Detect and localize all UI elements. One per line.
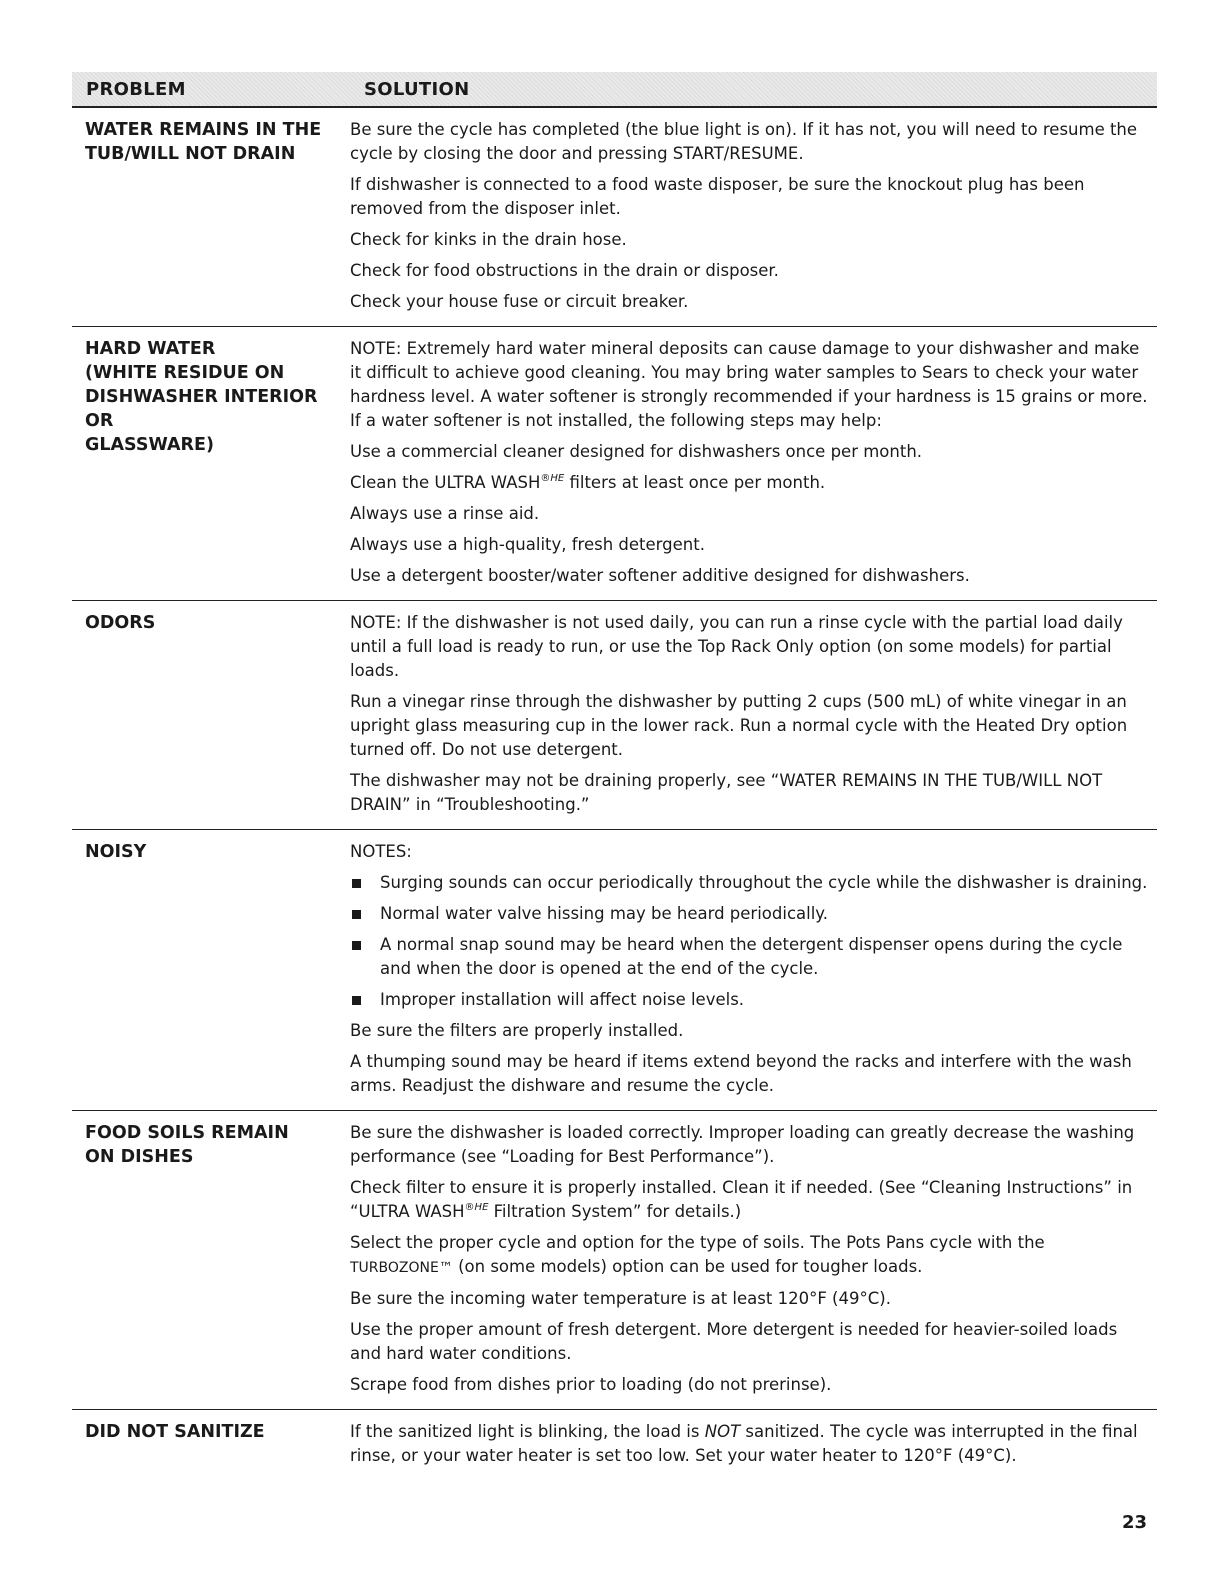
problem-text: NOISY <box>85 842 147 862</box>
problem-cell <box>72 611 350 817</box>
problem-cell <box>72 337 350 588</box>
solution-paragraph: If dishwasher is connected to a food waste disposer, be sure the knockout plug has been removed from the disposer inlet. <box>350 175 1085 218</box>
text-span: sanitized. The cycle was interrupted in the final rinse, or your water heater is set too low. Set your water heater to 120°F (49°C). <box>350 1422 1138 1465</box>
solution-cell <box>350 337 1148 588</box>
solution-paragraph: Be sure the incoming water temperature is at least 120°F (49°C). <box>350 1289 891 1308</box>
table-header <box>72 72 1157 108</box>
solution-cell <box>350 611 1148 817</box>
solution-paragraph: Check your house fuse or circuit breaker. <box>350 292 689 311</box>
problem-text: DISHWASHER INTERIOR OR <box>85 387 318 431</box>
table-row <box>72 327 1157 601</box>
problem-cell <box>72 118 350 314</box>
solution-paragraph: Be sure the filters are properly installed. <box>350 1021 684 1040</box>
registered-he-mark: ®HE <box>464 1202 489 1213</box>
solution-paragraph: The dishwasher may not be draining properly, see “WATER REMAINS IN THE TUB/WILL NOT DRAIN” in “Troubleshooting.” <box>350 771 1103 814</box>
solution-paragraph <box>350 1420 1148 1468</box>
problem-text: DID NOT SANITIZE <box>85 1422 265 1442</box>
solution-paragraph: Use a detergent booster/water softener additive designed for dishwashers. <box>350 566 970 585</box>
registered-he-mark: ®HE <box>540 473 565 484</box>
bullet-item: A normal snap sound may be heard when the detergent dispenser opens during the cycle and when the door is opened at the end of the cycle. <box>350 933 1148 981</box>
bullet-item: Surging sounds can occur periodically throughout the cycle while the dishwasher is draining. <box>350 871 1148 895</box>
text-span: Filtration System” for details.) <box>488 1202 742 1221</box>
solution-paragraph: Always use a rinse aid. <box>350 504 540 523</box>
page-number: 23 <box>1121 1512 1147 1533</box>
troubleshooting-page <box>72 72 1157 1480</box>
solution-paragraph: NOTE: If the dishwasher is not used daily, you can run a rinse cycle with the partial load daily until a full load is ready to run, or use the Top Rack Only option (on some models) for partial loads. <box>350 613 1123 680</box>
solution-paragraph: Use the proper amount of fresh detergent. More detergent is needed for heavier-soiled loads and hard water conditions. <box>350 1320 1118 1363</box>
problem-text: ODORS <box>85 613 156 633</box>
solution-column-header: SOLUTION <box>364 78 470 100</box>
emphasis-text: NOT <box>704 1422 741 1441</box>
text-span: Clean the ULTRA WASH <box>350 473 541 492</box>
text-span: Check filter to ensure it is properly installed. Clean it if needed. (See “Cleaning Instructions” in “ULTRA WASH <box>350 1178 1133 1221</box>
problem-text: ON DISHES <box>85 1147 194 1167</box>
problem-cell <box>72 840 350 1098</box>
bullet-item: Improper installation will affect noise levels. <box>350 988 1148 1012</box>
solution-paragraph: A thumping sound may be heard if items extend beyond the racks and interfere with the wash arms. Readjust the dishware and resume the cycle. <box>350 1052 1132 1095</box>
table-row <box>72 601 1157 830</box>
table-row <box>72 1111 1157 1410</box>
text-span: filters at least once per month. <box>564 473 826 492</box>
notes-label: NOTES: <box>350 842 412 861</box>
problem-text: TUB/WILL NOT DRAIN <box>85 144 296 164</box>
solution-paragraph: Run a vinegar rinse through the dishwasher by putting 2 cups (500 mL) of white vinegar in an upright glass measuring cup in the lower rack. Run a normal cycle with the Heated Dry option turned off. Do not use detergent. <box>350 692 1128 759</box>
problem-cell <box>72 1121 350 1397</box>
notes-bullet-list <box>350 871 1148 1012</box>
solution-paragraph <box>350 1176 1148 1224</box>
solution-paragraph <box>350 471 1148 495</box>
solution-paragraph: Be sure the dishwasher is loaded correctly. Improper loading can greatly decrease the washing performance (see “Loading for Best Performance”). <box>350 1123 1135 1166</box>
solution-cell <box>350 1420 1148 1468</box>
table-row <box>72 1410 1157 1480</box>
problem-cell <box>72 1420 350 1468</box>
problem-text: (WHITE RESIDUE ON <box>85 363 285 383</box>
turbozone-mark: TURBOZONE™ <box>350 1260 453 1276</box>
solution-paragraph: Check for kinks in the drain hose. <box>350 230 627 249</box>
table-row <box>72 830 1157 1111</box>
problem-column-header: PROBLEM <box>86 78 186 100</box>
solution-paragraph: Always use a high-quality, fresh detergent. <box>350 535 705 554</box>
solution-cell <box>350 1121 1148 1397</box>
solution-paragraph: Check for food obstructions in the drain or disposer. <box>350 261 779 280</box>
text-span: If the sanitized light is blinking, the load is <box>350 1422 705 1441</box>
solution-cell <box>350 840 1148 1098</box>
solution-paragraph: Be sure the cycle has completed (the blue light is on). If it has not, you will need to resume the cycle by closing the door and pressing START/RESUME. <box>350 120 1138 163</box>
problem-text: FOOD SOILS REMAIN <box>85 1123 289 1143</box>
table-row <box>72 108 1157 327</box>
problem-text: WATER REMAINS IN THE <box>85 120 322 140</box>
solution-paragraph: Use a commercial cleaner designed for dishwashers once per month. <box>350 442 923 461</box>
bullet-item: Normal water valve hissing may be heard periodically. <box>350 902 1148 926</box>
solution-paragraph: Scrape food from dishes prior to loading (do not prerinse). <box>350 1375 832 1394</box>
solution-cell <box>350 118 1148 314</box>
problem-text: GLASSWARE) <box>85 435 214 455</box>
solution-paragraph <box>350 1231 1148 1280</box>
problem-text: HARD WATER <box>85 339 216 359</box>
text-span: Select the proper cycle and option for the type of soils. The Pots Pans cycle with the <box>350 1233 1045 1252</box>
text-span: (on some models) option can be used for tougher loads. <box>452 1257 923 1276</box>
solution-paragraph: NOTE: Extremely hard water mineral deposits can cause damage to your dishwasher and make it difficult to achieve good cleaning. You may bring water samples to Sears to check your water hardness level. A water softener is strongly recommended if your hardness is 15 grains or more. If a water softener is not installed, the following steps may help: <box>350 339 1148 430</box>
